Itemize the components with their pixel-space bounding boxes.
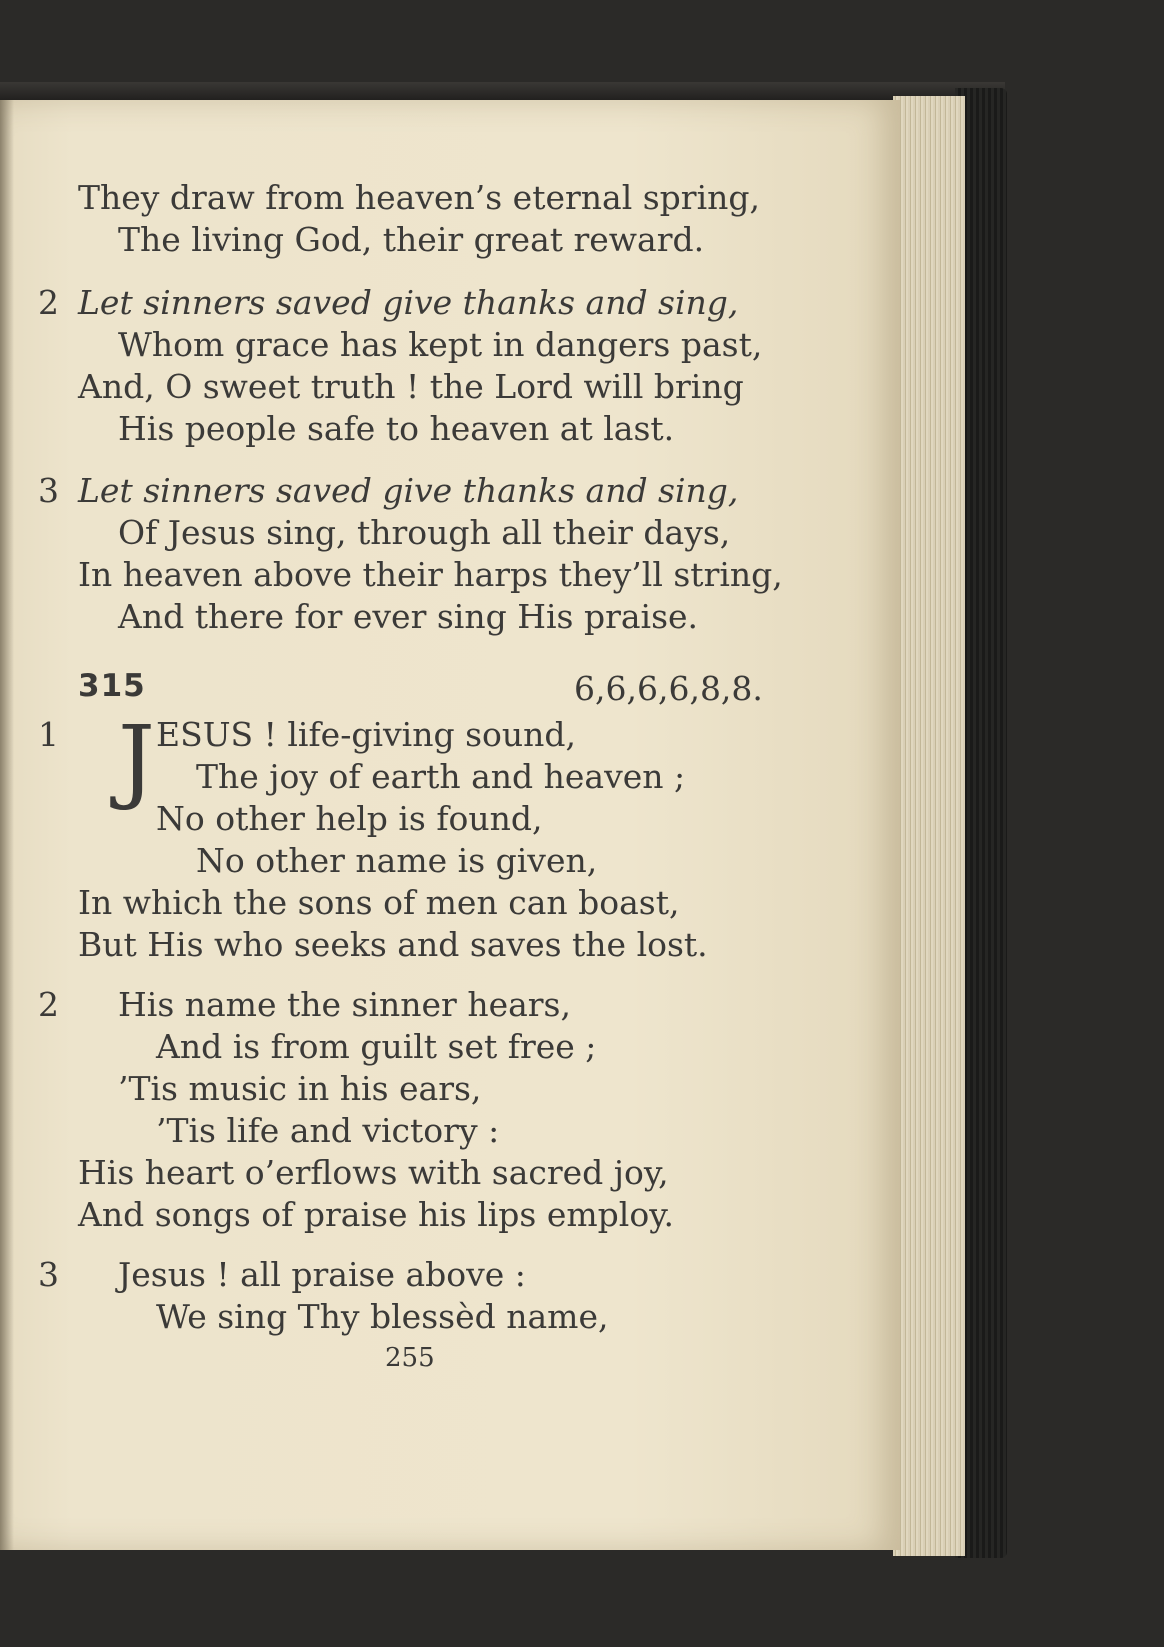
verse-line: Of Jesus sing, through all their days, bbox=[118, 513, 731, 552]
verse-line: But His who seeks and saves the lost. bbox=[78, 925, 708, 964]
verse-line: Let sinners saved give thanks and sing, bbox=[78, 283, 739, 322]
drop-cap: J bbox=[118, 706, 155, 813]
verse-line: In which the sons of men can boast, bbox=[78, 883, 680, 922]
stanza-number: 3 bbox=[38, 1255, 59, 1294]
hymn-number: 315 bbox=[78, 668, 146, 704]
verse-line: Whom grace has kept in dangers past, bbox=[118, 325, 763, 364]
page-block-edges bbox=[893, 96, 965, 1556]
hymn-meter: 6,6,6,6,8,8. bbox=[574, 669, 763, 708]
verse-line: No other help is found, bbox=[156, 799, 543, 838]
page-number: 255 bbox=[385, 1343, 435, 1373]
verse-line: Jesus ! all praise above : bbox=[118, 1255, 526, 1294]
verse-line: They draw from heaven’s eternal spring, bbox=[78, 178, 760, 217]
verse-line: Let sinners saved give thanks and sing, bbox=[78, 471, 739, 510]
verse-line: His name the sinner hears, bbox=[118, 985, 571, 1024]
verse-line: The joy of earth and heaven ; bbox=[196, 757, 686, 796]
verse-line: His heart o’erflows with sacred joy, bbox=[78, 1153, 669, 1192]
verse-line: ’Tis life and victory : bbox=[156, 1111, 500, 1150]
verse-line: And is from guilt set free ; bbox=[156, 1027, 597, 1066]
verse-line: We sing Thy blessèd name, bbox=[156, 1297, 609, 1336]
verse-line: And there for ever sing His praise. bbox=[118, 597, 699, 636]
verse-line: And songs of praise his lips employ. bbox=[78, 1195, 674, 1234]
verse-line: No other name is given, bbox=[196, 841, 598, 880]
verse-line: ’Tis music in his ears, bbox=[118, 1069, 482, 1108]
verse-line: His people safe to heaven at last. bbox=[118, 409, 675, 448]
verse-line: And, O sweet truth ! the Lord will bring bbox=[78, 367, 744, 406]
stanza-number: 2 bbox=[38, 985, 59, 1024]
stanza-number: 3 bbox=[38, 471, 59, 510]
verse-line: ESUS ! life-giving sound, bbox=[156, 715, 577, 754]
stanza-number: 2 bbox=[38, 283, 59, 322]
stanza-number: 1 bbox=[38, 715, 59, 754]
verse-line: The living God, their great reward. bbox=[118, 220, 705, 259]
verse-line: In heaven above their harps they’ll string, bbox=[78, 555, 783, 594]
